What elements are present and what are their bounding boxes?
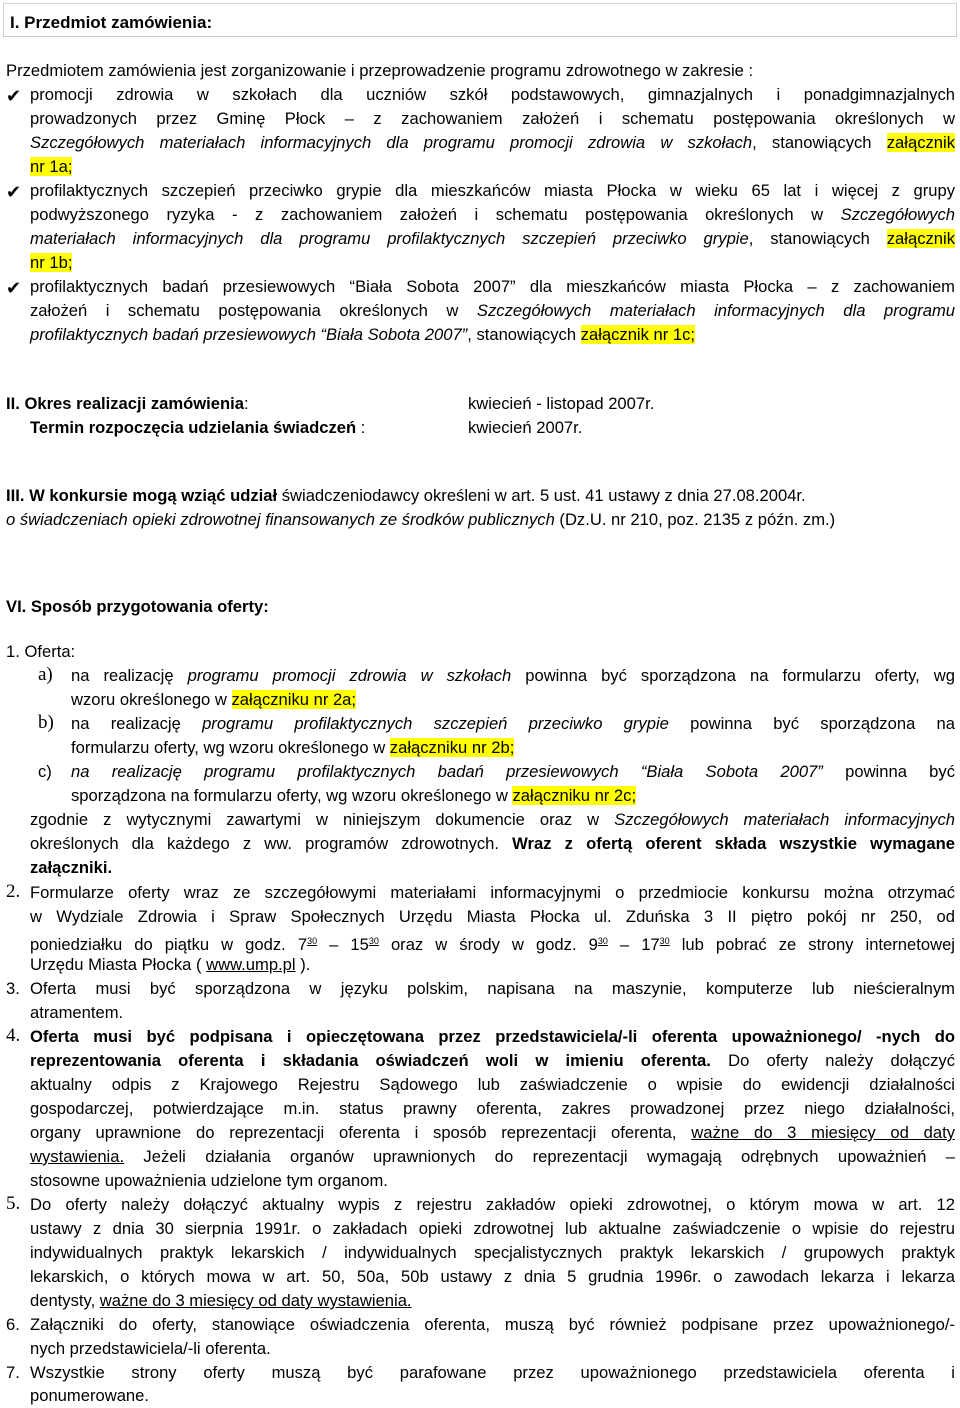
point-5-number: 5.	[6, 1193, 21, 1214]
section-vi-title: VI. Sposób przygotowania oferty:	[6, 597, 269, 616]
item-b-line-1: profilaktycznych szczepień przeciwko grypie dla mieszkańców miasta Płocka w wieku 65 lat i więcej z grupy	[30, 181, 955, 200]
section-iii-line-1: III. W konkursie mogą wziąć udział świadczeniodawcy określeni w art. 5 ust. 41 ustawy z dnia 27.08.2004r.	[6, 486, 806, 505]
check-icon: ✔	[6, 278, 22, 298]
offer-c-line-1: na realizację programu profilaktycznych badań przesiewowych “Biała Sobota 2007” powinna być	[71, 762, 956, 781]
point-4-line-4: gospodarczej, potwierdzające m.in. status prawny oferenta, zakres prowadzonej przez niego działalności,	[30, 1099, 955, 1118]
point-1-label: 1. Oferta:	[6, 642, 76, 661]
point-5-line-2: ustawy z dnia 30 sierpnia 1991r. o zakładach opieki zdrowotnej lub aktualne zaświadczenie o wpisie do rejestru	[30, 1219, 955, 1238]
item-c-line-1: profilaktycznych badań przesiewowych “Biała Sobota 2007” dla mieszkańców miasta Płocka – z zachowaniem	[30, 277, 955, 296]
point-6-line-1: Załączniki do oferty, stanowiące oświadczenia oferenta, muszą być również podpisane przez upoważnionego/-	[30, 1315, 955, 1334]
item-c-line-3: profilaktycznych badań przesiewowych “Biała Sobota 2007”, stanowiących załącznik nr 1c;	[30, 325, 696, 344]
point-6-number: 6.	[6, 1315, 20, 1334]
point-4-line-7: stosowne upoważnienia udzielone tym organom.	[30, 1171, 388, 1190]
item-b-line-4: nr 1b;	[30, 253, 73, 272]
item-a-line-2: prowadzonych przez Gminę Płock – z zachowaniem założeń i schematu postępowania określonych w	[30, 109, 955, 128]
point-4-number: 4.	[6, 1025, 21, 1046]
offer-note-line-1: zgodnie z wytycznymi zawartymi w niniejszym dokumencie oraz w Szczegółowych materiałach informacyjnych	[30, 810, 956, 829]
section-iii-line-2: o świadczeniach opieki zdrowotnej finansowanych ze środków publicznych (Dz.U. nr 210, poz. 2135 z późn. zm.)	[6, 510, 836, 529]
point-3-line-2: atramentem.	[30, 1003, 124, 1022]
item-a-line-1: promocji zdrowia w szkołach dla uczniów szkół podstawowych, gimnazjalnych i ponadgimnazjalnych	[30, 85, 955, 104]
website-link[interactable]: www.ump.pl	[206, 955, 296, 974]
point-4-line-2: reprezentowania oferenta i składania oświadczeń woli w imieniu oferenta. Do oferty należy dołączyć	[30, 1051, 956, 1070]
offer-a-line-1: na realizację programu promocji zdrowia w szkołach powinna być sporządzona na formularzu oferty, wg	[71, 666, 956, 685]
point-4-line-6: wystawienia. Jeżeli działania organów uprawnionych do reprezentacji wymagają odrębnych upoważnień –	[30, 1147, 955, 1166]
point-2-line-1: Formularze oferty wraz ze szczegółowymi materiałami informacyjnymi o przedmiocie konkursu można otrzymać	[30, 883, 955, 902]
point-6-line-2: nych przedstawiciela/-li oferenta.	[30, 1339, 271, 1358]
point-3-number: 3.	[6, 979, 20, 998]
check-icon: ✔	[6, 86, 22, 106]
section-header-box	[3, 3, 957, 37]
section-ii-row-2: Termin rozpoczęcia udzielania świadczeń :	[30, 418, 366, 437]
point-7-line-2: ponumerowane.	[30, 1386, 150, 1405]
section-ii-value-1: kwiecień - listopad 2007r.	[468, 394, 655, 413]
item-b-line-2: podwyższonego ryzyka - z zachowaniem założeń i schematu postępowania określonych w Szczegółowych	[30, 205, 955, 224]
point-2-line-3: poniedziałku do piątku w godz. $7^{30} - 15^{30}$ oraz w środy w godz. $9^{30} - 17^{30}$ lub pobrać ze strony internetowej	[30, 935, 955, 954]
offer-note-line-2: określonych dla każdego z ww. programów zdrowotnych. Wraz z ofertą oferent składa wszystkie wymagane	[30, 834, 955, 853]
offer-c-line-2: sporządzona na formularzu oferty, wg wzoru określonego w załączniku nr 2c;	[71, 786, 637, 805]
item-c-line-2: założeń i schematu postępowania określonych w Szczegółowych materiałach informacyjnych dla programu	[30, 301, 955, 320]
point-2-line-4: Urzędu Miasta Płocka ( www.ump.pl ).	[30, 955, 311, 974]
check-icon: ✔	[6, 182, 22, 202]
list-marker-c: c)	[38, 762, 52, 781]
item-a-line-3: Szczegółowych materiałach informacyjnych dla programu promocji zdrowia w szkołach, stanowiących załącznik	[30, 133, 955, 152]
point-7-number: 7.	[6, 1363, 20, 1382]
list-marker-b: b)	[38, 712, 54, 733]
point-5-line-1: Do oferty należy dołączyć aktualny wypis z rejestru zakładów opieki zdrowotnej, o którym mowa w art. 12	[30, 1195, 955, 1214]
offer-a-line-2: wzoru określonego w załączniku nr 2a;	[71, 690, 357, 709]
item-a-line-4: nr 1a;	[30, 157, 73, 176]
point-7-line-1: Wszystkie strony oferty muszą być parafowane przez upoważnionego przedstawiciela oferenta i	[30, 1363, 955, 1382]
point-5-line-5: dentysty, ważne do 3 miesięcy od daty wystawienia.	[30, 1291, 412, 1310]
point-2-line-2: w Wydziale Zdrowia i Spraw Społecznych Urzędu Miasta Płocka ul. Zduńska 3 II piętro pokój nr 250, od	[30, 907, 955, 926]
item-b-line-3: materiałach informacyjnych dla programu profilaktycznych szczepień przeciwko grypie, stanowiących załącznik	[30, 229, 955, 248]
point-4-line-3: aktualny odpis z Krajowego Rejestru Sądowego lub zaświadczenie o wpisie do ewidencji działalności	[30, 1075, 955, 1094]
list-marker-a: a)	[38, 664, 53, 685]
offer-b-line-2: formularzu oferty, wg wzoru określonego w załączniku nr 2b;	[71, 738, 515, 757]
section-ii-value-2: kwiecień 2007r.	[468, 418, 583, 437]
section-ii-row-1: II. Okres realizacji zamówienia:	[6, 394, 249, 413]
intro-text: Przedmiotem zamówienia jest zorganizowanie i przeprowadzenie programu zdrowotnego w zakresie :	[6, 61, 754, 80]
point-5-line-3: indywidualnych praktyk lekarskich / indywidualnych specjalistycznych praktyk lekarskich / grupowych praktyk	[30, 1243, 955, 1262]
offer-b-line-1: na realizację programu profilaktycznych szczepień przeciwko grypie powinna być sporządzona na	[71, 714, 955, 733]
section-title-przedmiot: I. Przedmiot zamówienia:	[10, 13, 213, 32]
point-5-line-4: lekarskich, o których mowa w art. 50, 50a, 50b ustawy z dnia 5 grudnia 1996r. o zawodach lekarza i lekarza	[30, 1267, 955, 1286]
point-4-line-5: organy uprawnione do reprezentacji oferenta i sposób reprezentacji oferenta, ważne do 3 miesięcy od daty	[30, 1123, 955, 1142]
offer-note-line-3: załączniki.	[30, 858, 113, 877]
point-4-line-1: Oferta musi być podpisana i opieczętowana przez przedstawiciela/-li oferenta upoważnionego/ -nych do	[30, 1027, 955, 1046]
point-3-line-1: Oferta musi być sporządzona w języku polskim, napisana na maszynie, komputerze lub nieścieralnym	[30, 979, 955, 998]
point-2-number: 2.	[6, 881, 21, 902]
